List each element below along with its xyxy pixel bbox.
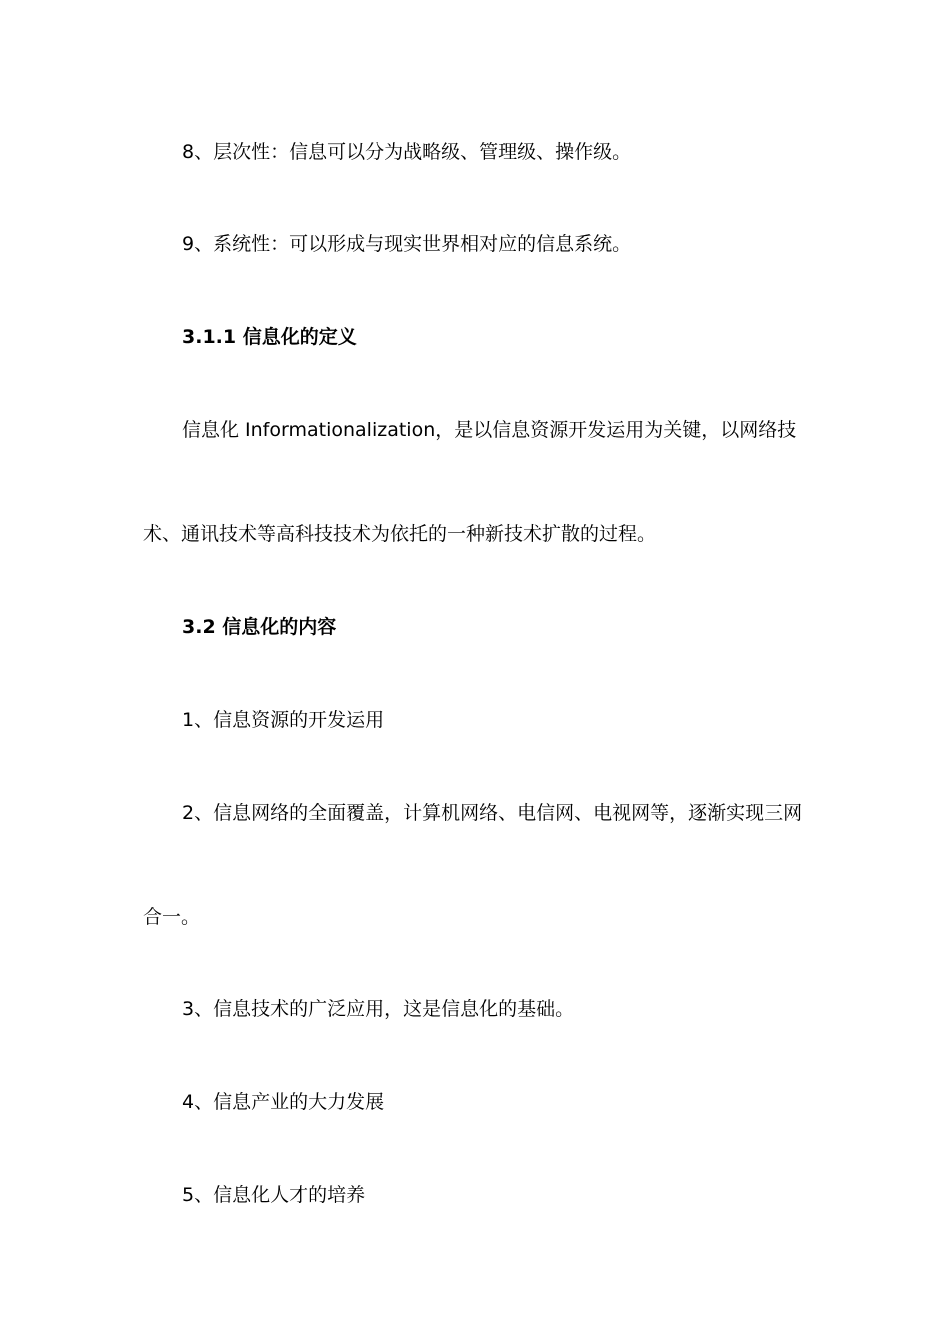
list-item-continuation: 合一。 (143, 906, 201, 928)
list-item-hierarchy: 8、层次性：信息可以分为战略级、管理级、操作级。 (182, 141, 632, 163)
list-item: 5、信息化人才的培养 (182, 1184, 366, 1206)
list-item-systematic: 9、系统性：可以形成与现实世界相对应的信息系统。 (182, 233, 632, 255)
list-item: 1、信息资源的开发运用 (182, 709, 385, 731)
list-item: 3、信息技术的广泛应用，这是信息化的基础。 (182, 998, 575, 1020)
section-heading-definition: 3.1.1 信息化的定义 (182, 326, 357, 348)
paragraph-line: 术、通讯技术等高科技技术为依托的一种新技术扩散的过程。 (143, 523, 657, 545)
list-item: 4、信息产业的大力发展 (182, 1091, 385, 1113)
section-heading-content: 3.2 信息化的内容 (182, 616, 337, 638)
paragraph-line: 信息化 Informationalization，是以信息资源开发运用为关键，以网络技 (182, 419, 797, 441)
list-item: 2、信息网络的全面覆盖，计算机网络、电信网、电视网等，逐渐实现三网 (182, 802, 803, 824)
